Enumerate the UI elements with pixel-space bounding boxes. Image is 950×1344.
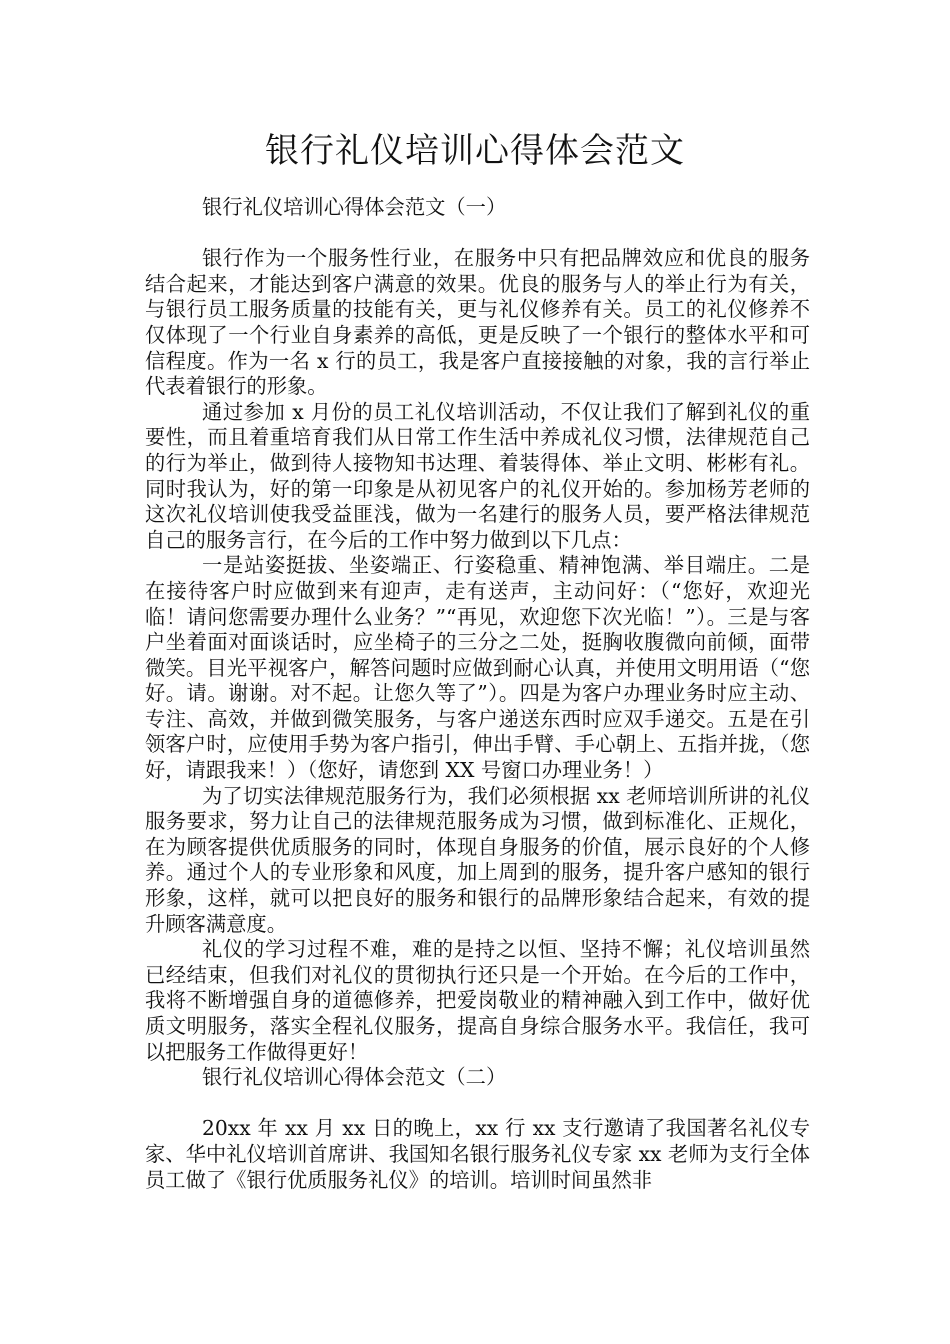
section-heading-1: 银行礼仪培训心得体会范文（一） [202,195,507,219]
section-heading-2: 银行礼仪培训心得体会范文（二） [202,1065,507,1090]
document-body [145,195,810,1193]
paragraph: 通过参加 x 月份的员工礼仪培训活动，不仅让我们了解到礼仪的重要性，而且着重培育我们从日常工作生活中养成礼仪习惯，法律规范自己的行为举止，做到待人接物知书达理、着装得体、举止文明、彬彬有礼。同时我认为，好的第一印象是从初见客户的礼仪开始的。参加杨芳老师的这次礼仪培训使我受益匪浅，做为一名建行的服务人员，要严格法律规范自己的服务言行，在今后的工作中努力做到以下几点： [145,399,810,552]
paragraph: 礼仪的学习过程不难，难的是持之以恒、坚持不懈；礼仪培训虽然已经结束，但我们对礼仪的贯彻执行还只是一个开始。在今后的工作中，我将不断增强自身的道德修养，把爱岗敬业的精神融入到工作中，做好优质文明服务，落实全程礼仪服务，提高自身综合服务水平。我信任，我可以把服务工作做得更好！ [145,937,810,1064]
paragraph: 银行作为一个服务性行业，在服务中只有把品牌效应和优良的服务结合起来，才能达到客户满意的效果。优良的服务与人的举止行为有关，与银行员工服务质量的技能有关，更与礼仪修养有关。员工的礼仪修养不仅体现了一个行业自身素养的高低，更是反映了一个银行的整体水平和可信程度。作为一名 x 行的员工，我是客户直接接触的对象，我的言行举止代表着银行的形象。 [145,246,810,399]
paragraph: 一是站姿挺拔、坐姿端正、行姿稳重、精神饱满、举目端庄。二是在接待客户时应做到来有迎声，走有送声，主动问好：（“您好，欢迎光临！请问您需要办理什么业务？”“再见，欢迎您下次光临！”）。三是与客户坐着面对面谈话时，应坐椅子的三分之二处，挺胸收腹微向前倾，面带微笑。目光平视客户，解答问题时应做到耐心认真，并使用文明用语（“您好。请。谢谢。对不起。让您久等了”）。四是为客户办理业务时应主动、专注、高效，并做到微笑服务，与客户递送东西时应双手递交。五是在引领客户时，应使用手势为客户指引，伸出手臂、手心朝上、五指并拢，（您好，请跟我来！）（您好，请您到 XX 号窗口办理业务！） [145,553,810,783]
paragraph: 为了切实法律规范服务行为，我们必须根据 xx 老师培训所讲的礼仪服务要求，努力让自己的法律规范服务成为习惯，做到标准化、正规化，在为顾客提供优质服务的同时，体现自身服务的价值，展示良好的个人修养。通过个人的专业形象和风度，加上周到的服务，提升客户感知的银行形象，这样，就可以把良好的服务和银行的品牌形象结合起来，有效的提升顾客满意度。 [145,783,810,936]
document-title: 银行礼仪培训心得体会范文 [265,131,685,171]
paragraph: 20xx 年 xx 月 xx 日的晚上，xx 行 xx 支行邀请了我国著名礼仪专家、华中礼仪培训首席讲、我国知名银行服务礼仪专家 xx 老师为支行全体员工做了《银行优质服务礼仪》的培训。培训时间虽然非 [145,1116,810,1192]
blank-line [145,221,810,247]
blank-line [145,1091,810,1117]
